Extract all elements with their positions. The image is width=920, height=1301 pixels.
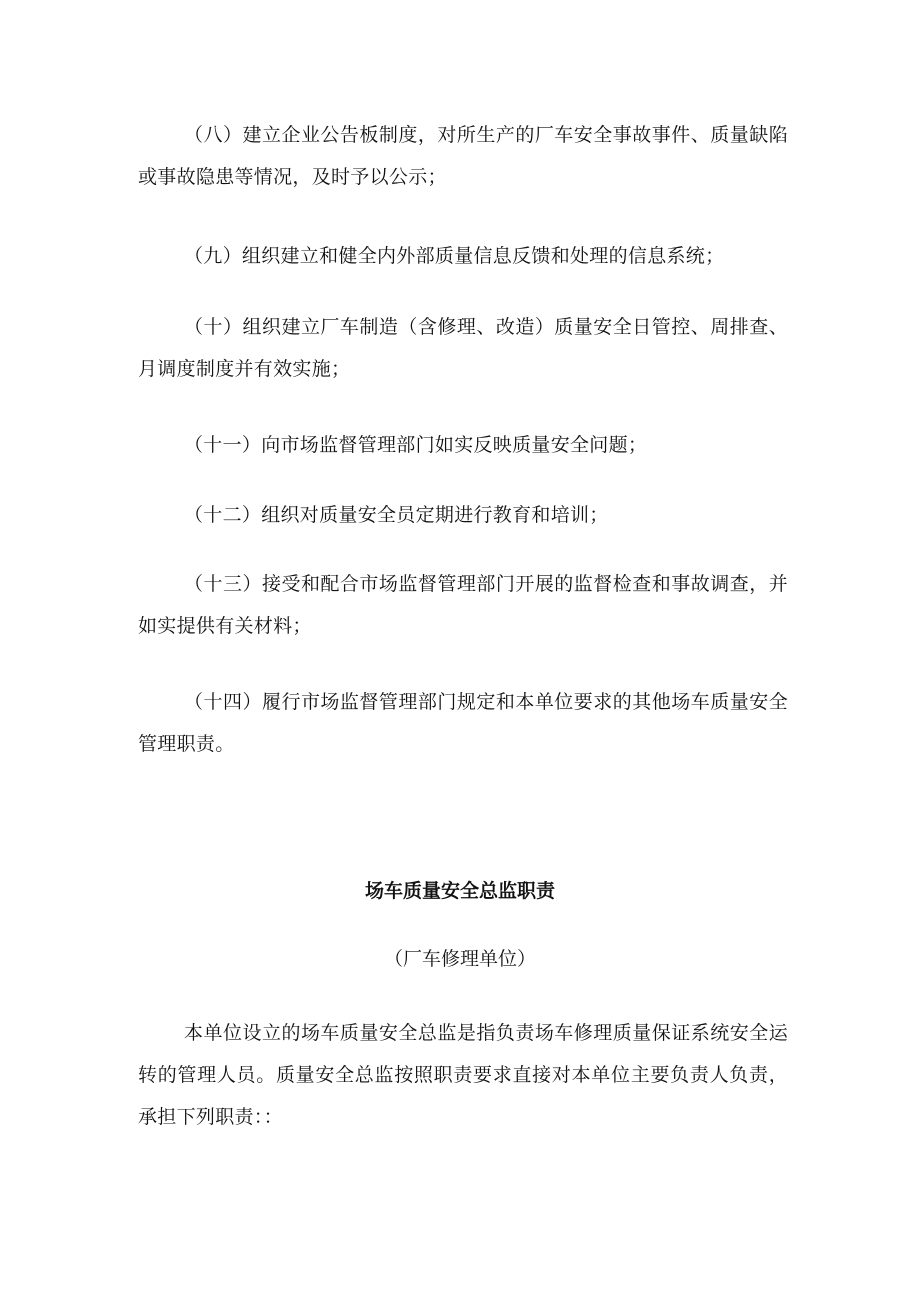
duty-item-14: （十四）履行市场监督管理部门规定和本单位要求的其他场车质量安全管理职责。 bbox=[138, 691, 788, 755]
section-title: 场车质量安全总监职责 bbox=[364, 880, 555, 902]
intro-paragraph: 本单位设立的场车质量安全总监是指负责场车修理质量保证系统安全运转的管理人员。质量安全总监按照职责要求直接对本单位主要负责人负责，承担下列职责：： bbox=[138, 1022, 788, 1128]
duty-item-12: （十二）组织对质量安全员定期进行教育和培训； bbox=[184, 504, 609, 526]
duty-item-13: （十三）接受和配合市场监督管理部门开展的监督检查和事故调查，并如实提供有关材料； bbox=[138, 573, 788, 637]
duty-item-8: （八）建立企业公告板制度，对所生产的厂车安全事故事件、质量缺陷或事故隐患等情况，及时予以公示； bbox=[138, 124, 788, 188]
duty-item-11: （十一）向市场监督管理部门如实反映质量安全问题； bbox=[184, 434, 648, 456]
duty-item-10: （十）组织建立厂车制造（含修理、改造）质量安全日管控、周排查、月调度制度并有效实施； bbox=[138, 316, 788, 380]
duty-item-9: （九）组织建立和健全内外部质量信息反馈和处理的信息系统； bbox=[184, 245, 725, 267]
section-subtitle: （厂车修理单位） bbox=[383, 948, 536, 970]
